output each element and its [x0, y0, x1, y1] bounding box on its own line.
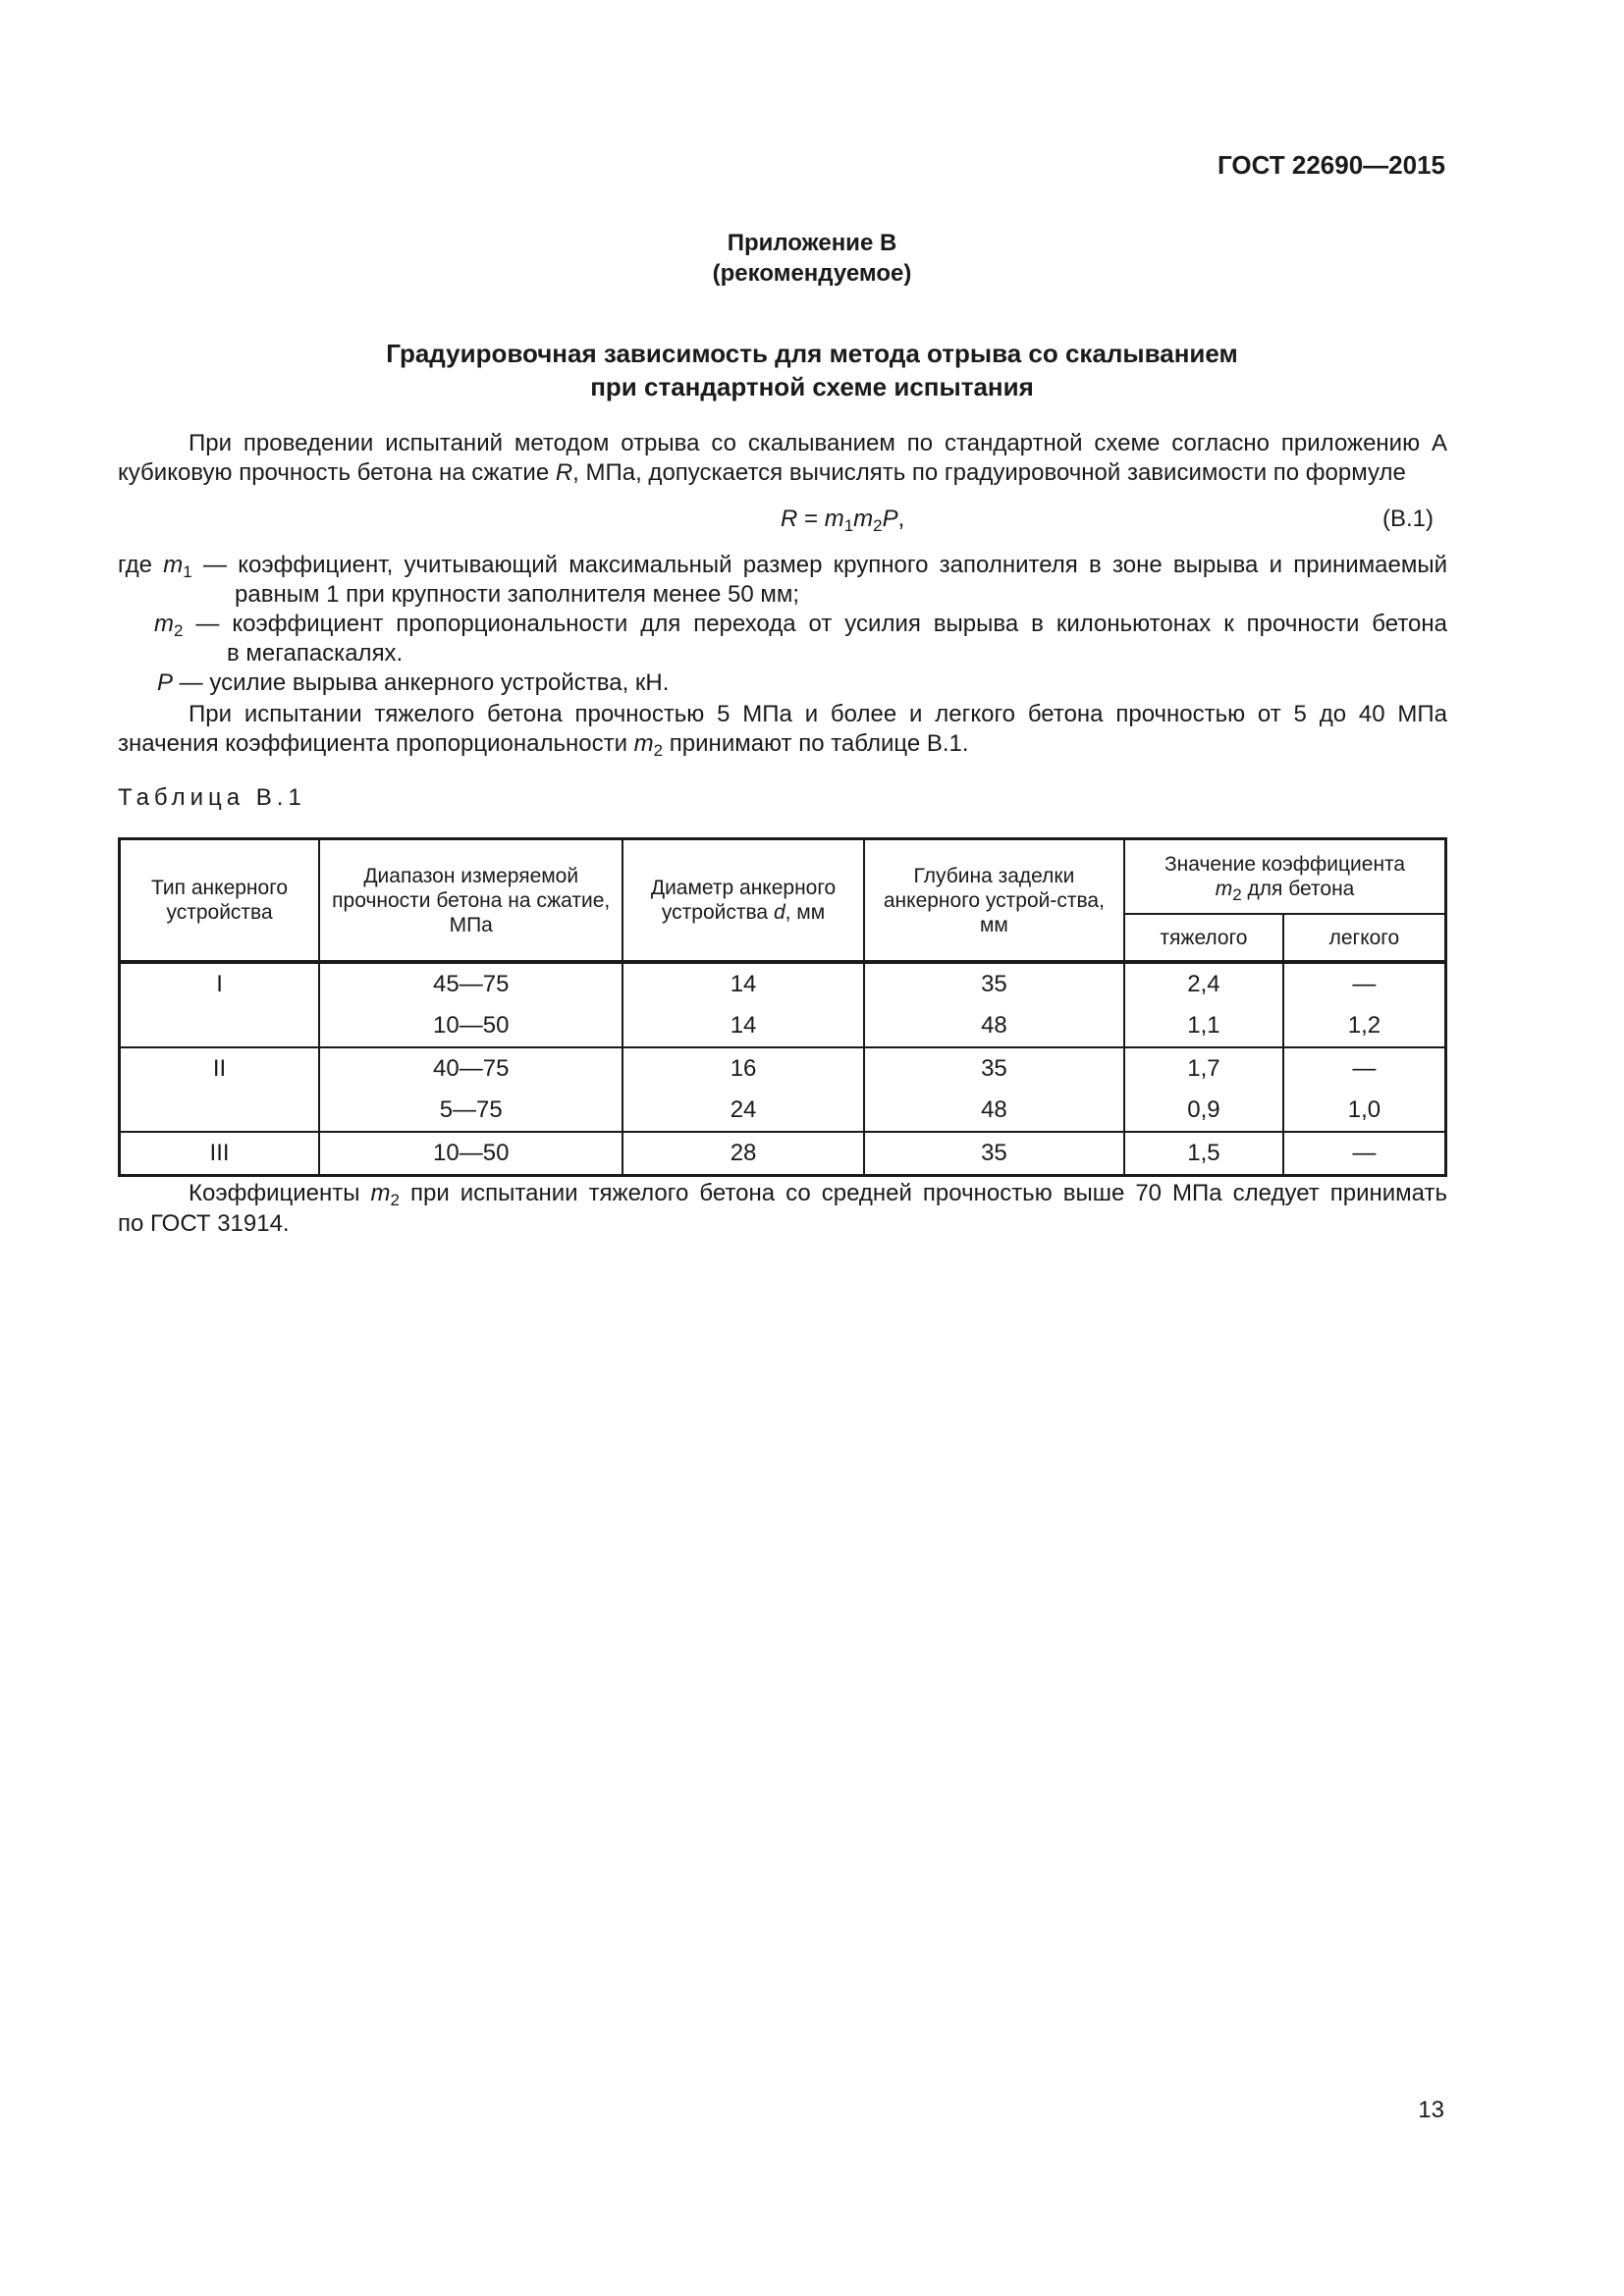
- header-heavy: тяжелого: [1124, 914, 1283, 962]
- appendix-status: (рекомендуемое): [712, 260, 912, 287]
- header-coefficient: Значение коэффициента $m_2$ для бетона: [1124, 839, 1445, 915]
- table-row: I 45—75 14 35 2,4 —: [120, 962, 1446, 1005]
- after-table-paragraph: [118, 1178, 1447, 1239]
- coefficient-table: [118, 837, 1447, 1177]
- table-row: 10—50 14 48 1,1 1,2: [120, 1005, 1446, 1047]
- header-depth: Глубина заделки анкерного устрой-ства, мм: [864, 839, 1124, 963]
- where-m1-line-1: где $m_1$ — коэффициент, учитывающий максимальный размер крупного заполнителя в зоне вырыва и принимаемый: [118, 552, 1447, 581]
- formula-expression: $R = m_1m_2P$,: [781, 506, 905, 535]
- intro-paragraph: [118, 429, 1447, 488]
- document-code: ГОСТ 22690—2015: [1218, 150, 1445, 180]
- where-p-line: P — усилие вырыва анкерного устройства, кН.: [157, 669, 670, 696]
- appendix-title: [0, 337, 1624, 403]
- where-m2-line-1: $m_2$ — коэффициент пропорциональности для перехода от усилия вырыва в килоньютонах к прочности бетона: [154, 611, 1447, 640]
- header-light: легкого: [1283, 914, 1446, 962]
- table-caption: Таблица В.1: [118, 784, 306, 811]
- page-number: 13: [1418, 2097, 1444, 2123]
- note-line-1: При испытании тяжелого бетона прочностью 5 МПа и более и легкого бетона прочностью от 5 до 40 МПа: [189, 701, 1447, 727]
- header-range: Диапазон измеряемой прочности бетона на сжатие, МПа: [319, 839, 623, 963]
- table-row: III 10—50 28 35 1,5 —: [120, 1132, 1446, 1176]
- table-row: 5—75 24 48 0,9 1,0: [120, 1090, 1446, 1132]
- formula-number: (В.1): [1381, 506, 1434, 532]
- header-diameter: Диаметр анкерного устройства d, мм: [623, 839, 863, 963]
- note-paragraph: [118, 700, 1447, 759]
- after-line-2: по ГОСТ 31914.: [118, 1210, 290, 1237]
- table-row: II 40—75 16 35 1,7 —: [120, 1047, 1446, 1090]
- after-line-1: Коэффициенты $m_2$ при испытании тяжелого бетона со средней прочностью выше 70 МПа следует принимать: [189, 1180, 1448, 1209]
- intro-line-2: кубиковую прочность бетона на сжатие R, МПа, допускается вычислять по градуировочной зависимости по формуле: [118, 459, 1406, 486]
- where-list: [118, 551, 1447, 698]
- where-m2-line-2: в мегапаскалях.: [227, 640, 404, 667]
- intro-line-1: При проведении испытаний методом отрыва со скалыванием по стандартной схеме согласно приложению А: [189, 430, 1447, 456]
- appendix-heading: [0, 228, 1624, 289]
- title-line-1: Градуировочная зависимость для метода отрыва со скалыванием: [386, 339, 1238, 368]
- where-m1-line-2: равным 1 при крупности заполнителя менее 50 мм;: [235, 581, 800, 608]
- title-line-2: при стандартной схеме испытания: [590, 372, 1034, 401]
- header-type: Тип анкерного устройства: [120, 839, 320, 963]
- note-line-2: значения коэффициента пропорциональности $m_2$ принимают по таблице В.1.: [118, 730, 969, 760]
- formula-b1: [118, 506, 1447, 537]
- appendix-label: Приложение В: [727, 230, 897, 256]
